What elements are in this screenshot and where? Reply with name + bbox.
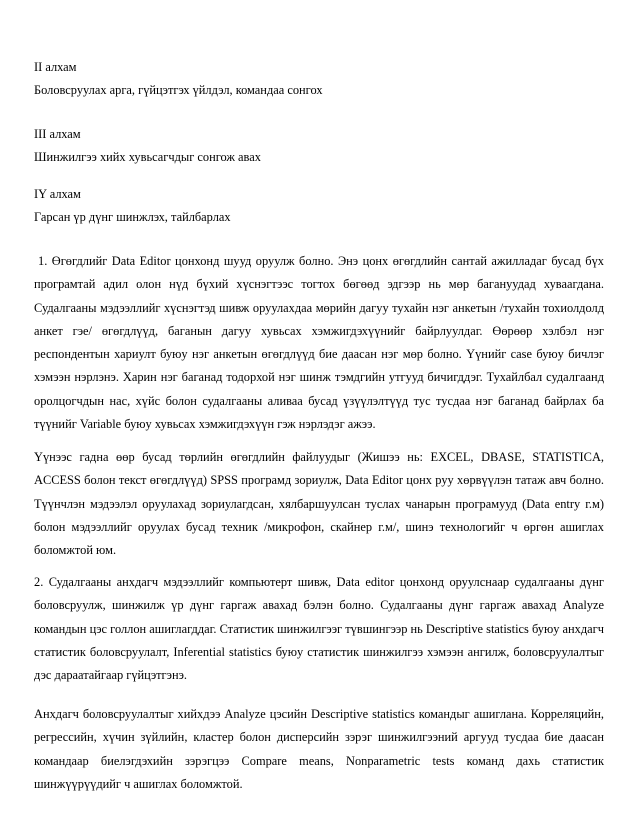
paragraph-analysis: 2. Судалгааны анхдагч мэдээллийг компьютерт шивж, Data editor цонхонд оруулснаар судалгааны дүнг боловсруулж, шинжилж үр дүнг гаргаж авахад бэлэн болно. Судалгааны дүнг гаргаж авахад Analyze командын цэс голлон ашиглагддаг. Статистик шинжилгээг түвшингээр нь Descriptive statistics буюу анхдагч статистик боловсруулалт, Inferential statistics буюу статистик шинжилгээ хэмээн ангилж, боловсруулалтыг дэс дараатайгаар гүйцэтгэнэ. xyxy=(34,575,604,683)
section-step-3 xyxy=(34,123,604,170)
step-label: III алхам xyxy=(34,127,81,141)
section-step-4 xyxy=(34,183,604,230)
section-step-2 xyxy=(34,56,604,103)
paragraph-data-editor: 1. Өгөгдлийг Data Editor цонхонд шууд оруулж болно. Энэ цонх өгөгдлийн сантай ажилладаг бусад бүх програмтай адил олон нүд бүхий хүснэгтээс тогтох бөгөөд эдгээр нь мөр багануудад хуваагдана. Судалгааны мэдээллийг хүснэгтэд шивж оруулахдаа мөрийн дагуу тухайн нэг анкетын /тухайн тохиолдолд анкет гэе/ өгөгдлүүд, баганын дагуу хувьсах хэмжигдэхүүнийг байрлуулдаг. Өөрөөр хэлбэл нэг респондентын хариулт буюу нэг анкетын өгөгдлүүд бие даасан нэг мөр болно. Үүнийг case буюу бичлэг хэмээн нэрлэнэ. Харин нэг баганад тодорхой нэг шинж тэмдгийн утгууд бичигддэг. Тухайлбал судалгаанд оролцогчдын нас, хүйс болон судалгааны аливаа бусад үзүүлэлтүүд тус тусдаа нэг баганад байрлах ба түүнийг Variable буюу хувьсах хэмжигдэхүүн гэж нэрлэдэг ажээ. xyxy=(34,254,604,432)
step-label: IY алхам xyxy=(34,187,81,201)
step-title: Гарсан үр дүнг шинжлэх, тайлбарлах xyxy=(34,210,231,225)
step-title: Боловсруулах арга, гүйцэтгэх үйлдэл, командаа сонгох xyxy=(34,83,323,98)
step-label: II алхам xyxy=(34,60,77,74)
paragraph-file-import: Үүнээс гадна өөр бусад төрлийн өгөгдлийн файлуудыг (Жишээ нь: EXCEL, DBASE, STATISTICA, ACCESS болон текст өгөгдлүүд) SPSS програмд зориулж, Data Editor цонх руу хөрвүүлэн татаж авч болно. Түүнчлэн мэдээлэл оруулахад зориулагдсан, хялбаршуулсан туслах чанарын програмууд (Data entry г.м) болон мэдээллийг оруулах бусад техник /микрофон, скайнер г.м/, шинэ технологийг ч өргөн ашиглах боломжтой юм. xyxy=(34,450,604,558)
paragraph-descriptive: Анхдагч боловсруулалтыг хийхдээ Analyze цэсийн Descriptive statistics командыг ашиглана. Корреляцийн, регрессийн, хүчин зүйлийн, кластер болон дисперсийн зэрэг шинжилгээний аргууд тусдаа бие даасан командаар биелэгдэхийн зэрэгцээ Compare means, Nonparametric tests команд дахь статистик шинжүүрүүдийг ч ашиглах боломжтой. xyxy=(34,707,604,791)
step-title: Шинжилгээ хийх хувьсагчдыг сонгож авах xyxy=(34,150,261,165)
